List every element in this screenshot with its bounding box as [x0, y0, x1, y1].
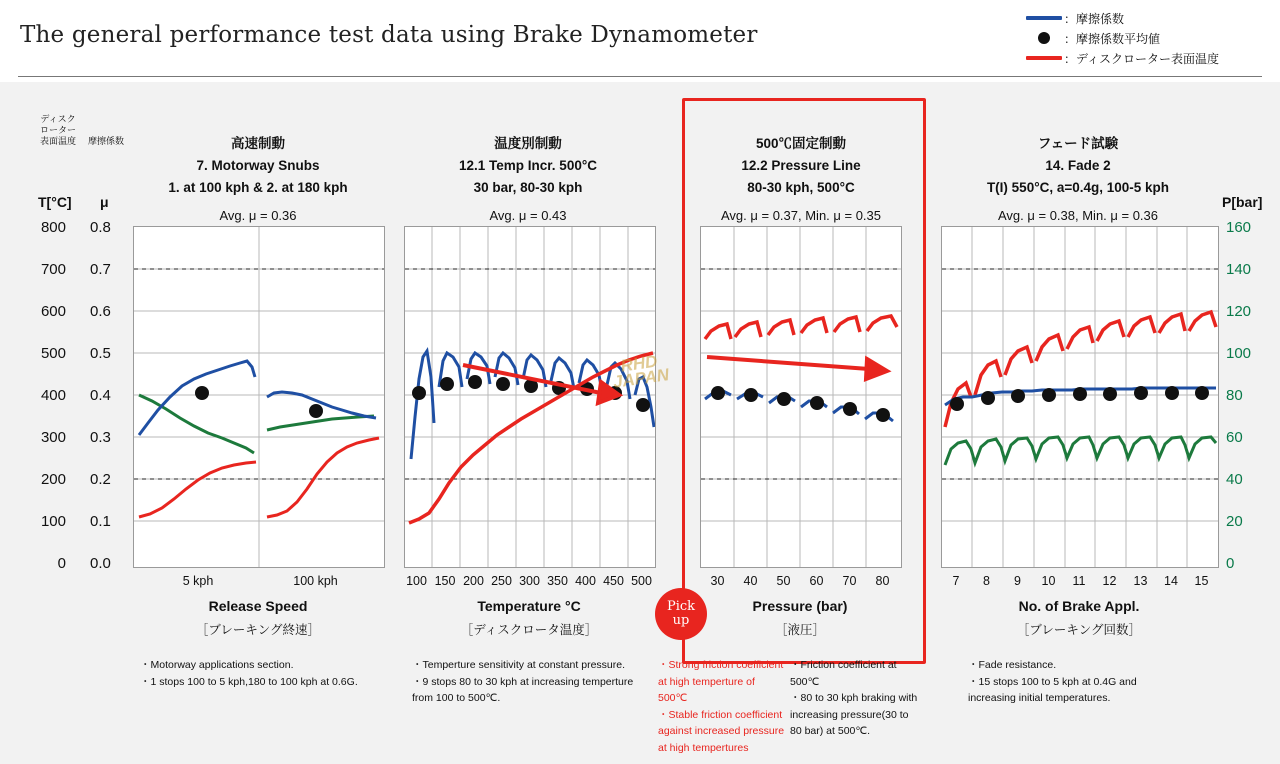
ytick-pressure: 100	[1226, 345, 1252, 362]
xtick: 9	[1014, 574, 1021, 588]
xtick: 70	[842, 574, 857, 588]
ytick-mu: 0.6	[90, 303, 111, 320]
panel-subtitle: 80-30 kph, 500°C	[747, 180, 855, 195]
ytick-pressure: 20	[1226, 513, 1243, 530]
xtick: 300	[519, 574, 540, 588]
note-line: ・9 stops 80 to 30 kph at increasing temperture	[412, 675, 634, 688]
xtick: 450	[603, 574, 624, 588]
x-axis-title: Release Speed	[208, 598, 308, 614]
panel-jp-title: 500℃固定制動	[755, 136, 847, 151]
pickup-badge	[655, 588, 707, 640]
ytick-mu: 0.0	[90, 555, 111, 572]
plot-temp-incr	[404, 226, 656, 568]
plot-pressure-line	[700, 226, 902, 568]
x-axis-subtitle: ［ブレーキング回数］	[1016, 623, 1142, 637]
xtick: 500	[631, 574, 652, 588]
notes-pressure	[790, 657, 922, 740]
note-line: ・15 stops 100 to 5 kph at 0.4G and	[968, 675, 1137, 688]
ytick-pressure: 160	[1226, 219, 1252, 236]
notes-pressure-red	[658, 657, 786, 756]
ytick-temp: 200	[40, 471, 66, 488]
xtick: 60	[809, 574, 824, 588]
xtick: 350	[547, 574, 568, 588]
note-line: ・Fade resistance.	[968, 659, 1057, 671]
plot-motorway-snubs	[133, 226, 385, 568]
ytick-temp: 400	[40, 387, 66, 404]
ytick-mu: 0.7	[90, 261, 111, 278]
pickup-line2: up	[672, 613, 690, 628]
ytick-mu: 0.5	[90, 345, 111, 362]
line-icon	[1024, 56, 1064, 60]
note-line: ・Temperture sensitivity at constant pressure.	[412, 659, 626, 671]
xtick: 40	[743, 574, 758, 588]
legend-label: ：ディスクローター表面温度	[1064, 51, 1220, 66]
plot-svg	[405, 227, 655, 567]
note-line: ・Friction coefficient at 500℃	[790, 659, 897, 688]
xtick: 10	[1041, 574, 1056, 588]
xtick: 8	[983, 574, 990, 588]
header-divider	[18, 76, 1262, 77]
watermark-logo: RHD JAPAN	[611, 351, 671, 392]
panel-avg-label: Avg. μ = 0.37, Min. μ = 0.35	[721, 208, 881, 223]
notes-fade	[968, 657, 1248, 707]
left-axis-temp-unit: T[°C]	[38, 194, 72, 210]
left-axis-temp-caption: ディスク ローター 表面温度	[39, 114, 76, 146]
panel-avg-label: Avg. μ = 0.38, Min. μ = 0.36	[998, 208, 1158, 223]
panel-title: 12.2 Pressure Line	[741, 158, 861, 173]
xtick: 50	[776, 574, 791, 588]
plot-fade-2	[941, 226, 1219, 568]
ytick-mu: 0.8	[90, 219, 111, 236]
xtick: 250	[491, 574, 512, 588]
left-axis-mu-unit: μ	[100, 194, 109, 210]
ytick-temp: 300	[40, 429, 66, 446]
ytick-temp: 0	[57, 555, 66, 572]
xtick: 15	[1194, 574, 1209, 588]
xtick-row-fade	[941, 574, 1217, 588]
ytick-temp: 100	[40, 513, 66, 530]
ytick-pressure: 40	[1226, 471, 1243, 488]
plot-svg	[134, 227, 384, 567]
x-axis-subtitle: ［ブレーキング終速］	[195, 623, 321, 637]
panel-avg-label: Avg. μ = 0.36	[219, 208, 297, 223]
right-axis-unit: P[bar]	[1222, 194, 1263, 210]
note-line: increasing initial temperatures.	[968, 692, 1111, 704]
ytick-pressure: 60	[1226, 429, 1243, 446]
panel-jp-title: フェード試験	[1037, 136, 1119, 151]
legend-item	[1024, 48, 1270, 68]
panel-jp-title: 温度別制動	[494, 136, 562, 151]
legend-item	[1024, 8, 1270, 28]
xtick-row-motorway	[133, 574, 383, 588]
panel-subtitle: 30 bar, 80-30 kph	[473, 180, 583, 195]
panel-avg-label: Avg. μ = 0.43	[489, 208, 567, 223]
note-line: ・Stable friction coefficient against increased pressure at high tempertures	[658, 708, 785, 754]
x-axis-title: No. of Brake Appl.	[1018, 598, 1140, 614]
page-title: The general performance test data using Brake Dynamometer	[20, 22, 758, 48]
ytick-pressure: 0	[1226, 555, 1235, 572]
notes-motorway	[140, 657, 390, 690]
pickup-line1: Pick	[666, 599, 696, 614]
xtick: 7	[952, 574, 960, 588]
xtick-row-temp	[397, 574, 661, 588]
xtick: 5 kph	[182, 574, 214, 588]
ytick-temp: 700	[40, 261, 66, 278]
xtick-row-pressure	[700, 574, 900, 588]
chart-body	[0, 82, 1280, 764]
ytick-temp: 500	[40, 345, 66, 362]
xtick: 80	[875, 574, 890, 588]
ytick-mu: 0.4	[90, 387, 111, 404]
x-axis-title: Pressure (bar)	[752, 598, 848, 614]
xtick: 14	[1164, 574, 1178, 588]
ytick-mu: 0.1	[90, 513, 111, 530]
xtick: 11	[1072, 574, 1086, 588]
panel-title: 7. Motorway Snubs	[196, 158, 320, 173]
ytick-mu: 0.2	[90, 471, 111, 488]
ytick-pressure: 140	[1226, 261, 1252, 278]
note-line: ・80 to 30 kph braking with increasing pressure(30 to 80 bar) at 500℃.	[790, 692, 918, 737]
panel-subtitle: 1. at 100 kph & 2. at 180 kph	[168, 180, 348, 195]
plot-svg	[701, 227, 901, 567]
xtick: 12	[1102, 574, 1117, 588]
ytick-temp: 800	[40, 219, 66, 236]
legend-label: ：摩擦係数平均値	[1064, 31, 1161, 46]
xtick: 200	[463, 574, 484, 588]
panel-jp-title: 高速制動	[231, 136, 285, 151]
legend-label: ：摩擦係数	[1064, 11, 1125, 26]
xtick: 100 kph	[293, 574, 338, 588]
legend	[1024, 8, 1270, 68]
x-axis-subtitle: ［液圧］	[774, 623, 825, 637]
note-line: ・Strong friction coefficient at high temperture of 500℃	[658, 659, 784, 704]
ytick-pressure: 80	[1226, 387, 1243, 404]
xtick: 400	[575, 574, 596, 588]
legend-item	[1024, 28, 1270, 48]
note-line: ・1 stops 100 to 5 kph,180 to 100 kph at 0.6G.	[140, 675, 358, 688]
note-line: from 100 to 500℃.	[412, 692, 501, 704]
dot-icon	[1024, 32, 1064, 44]
x-axis-title: Temperature °C	[477, 598, 581, 614]
xtick: 150	[434, 574, 456, 588]
panel-title: 12.1 Temp Incr. 500°C	[459, 158, 597, 173]
xtick: 100	[406, 574, 427, 588]
header	[0, 0, 1280, 82]
ytick-temp: 600	[40, 303, 66, 320]
x-axis-subtitle: ［ディスクロータ温度］	[460, 623, 598, 637]
left-axis-mu-caption: 摩擦係数	[87, 136, 124, 146]
ytick-mu: 0.3	[90, 429, 111, 446]
ytick-pressure: 120	[1226, 303, 1252, 320]
notes-temp	[412, 657, 662, 707]
line-icon	[1024, 16, 1064, 20]
note-line: ・Motorway applications section.	[140, 659, 294, 671]
plot-svg	[942, 227, 1218, 567]
panel-title: 14. Fade 2	[1045, 158, 1111, 173]
panel-subtitle: T(I) 550°C, a=0.4g, 100-5 kph	[986, 180, 1170, 195]
xtick: 13	[1133, 574, 1148, 588]
xtick: 30	[710, 574, 725, 588]
